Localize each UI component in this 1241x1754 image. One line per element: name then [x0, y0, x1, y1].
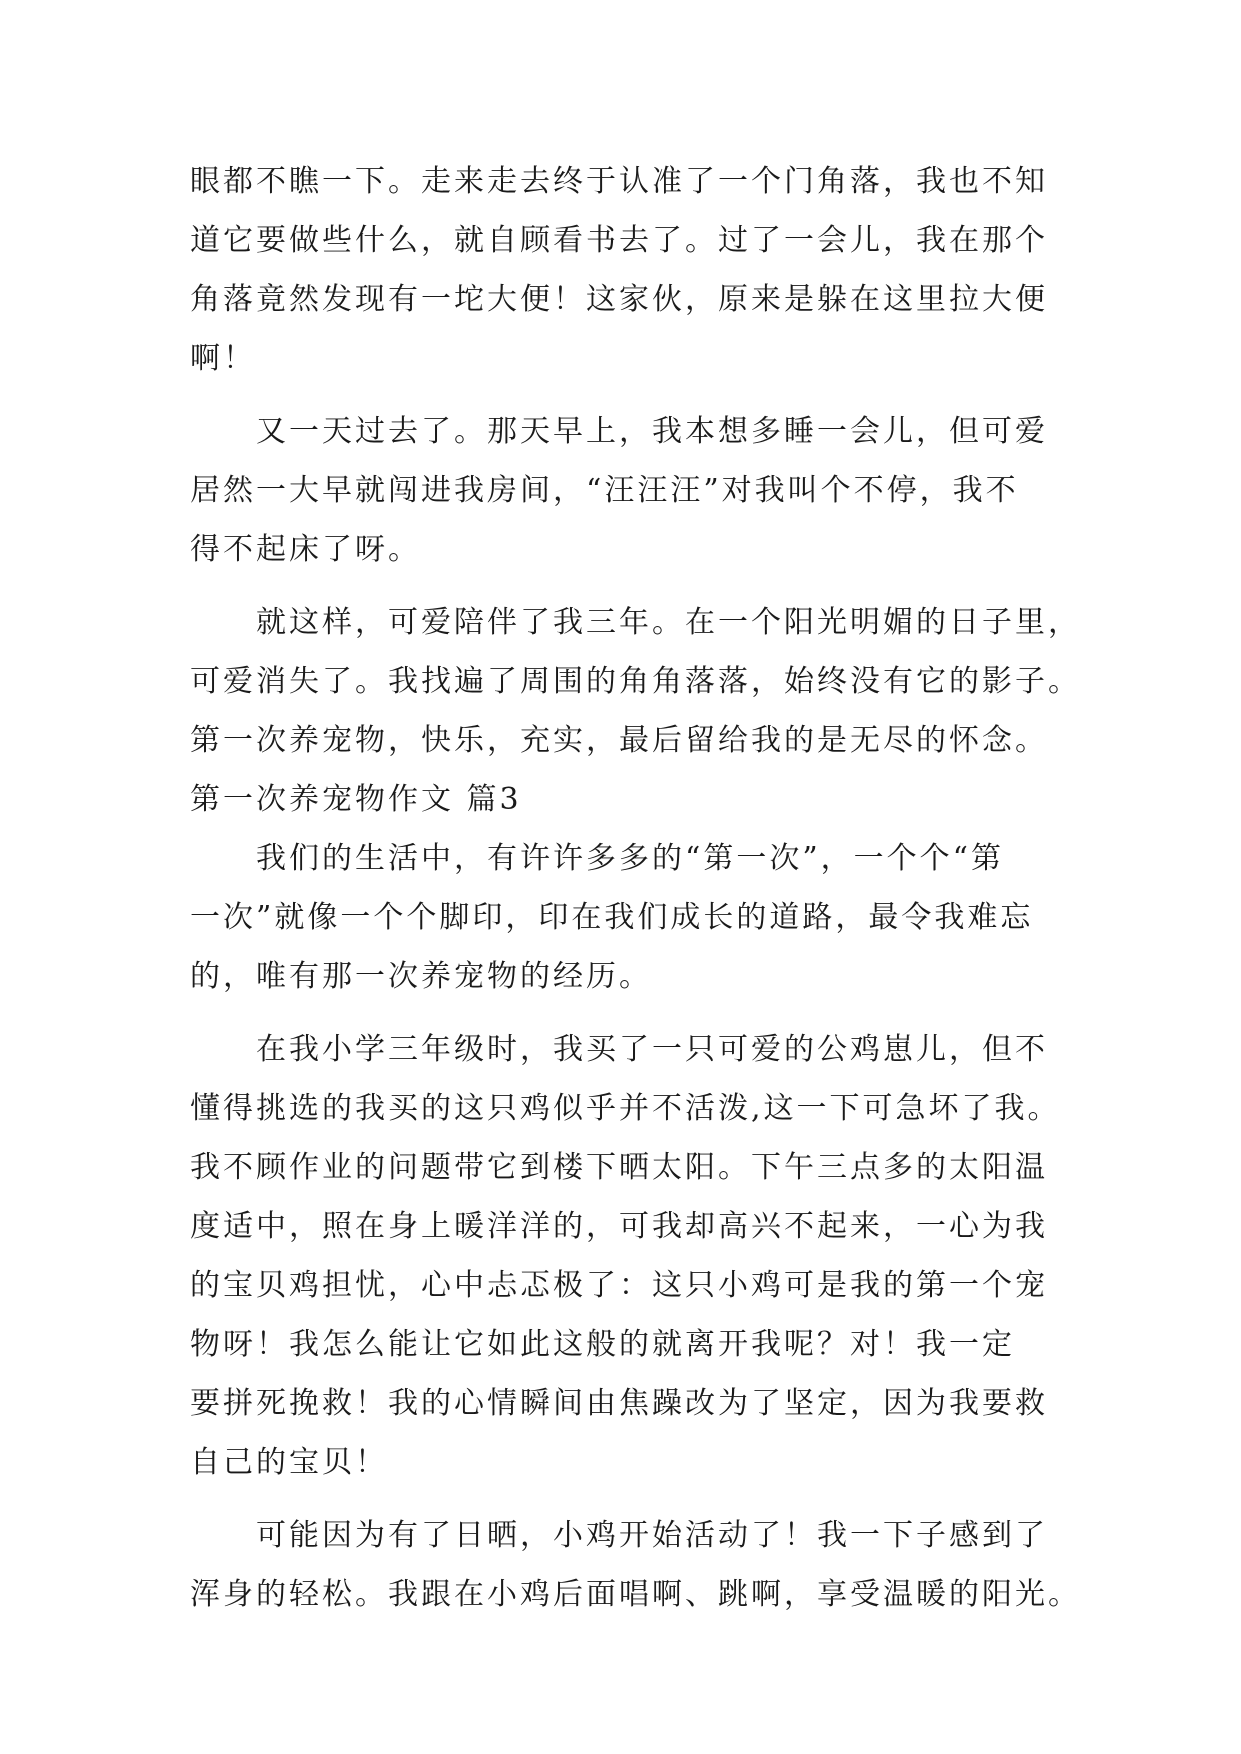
paragraph-gap	[190, 388, 1070, 402]
text-line: 的宝贝鸡担忧，心中忐忑极了：这只小鸡可是我的第一个宠	[190, 1268, 1048, 1303]
text-line: 角落竟然发现有一坨大便！这家伙，原来是躲在这里拉大便	[190, 282, 1048, 317]
text-line: 就这样，可爱陪伴了我三年。在一个阳光明媚的日子里，	[256, 605, 1081, 640]
text-line: 在我小学三年级时，我买了一只可爱的公鸡崽儿，但不	[256, 1032, 1048, 1067]
paragraph	[190, 1020, 1070, 1492]
text-line: 得不起床了呀。	[190, 532, 421, 567]
text-line: 要拼死挽救！我的心情瞬间由焦躁改为了坚定，因为我要救	[190, 1386, 1048, 1421]
text-line: 的，唯有那一次养宠物的经历。	[190, 959, 652, 994]
paragraph	[190, 152, 1070, 388]
paragraph-gap	[190, 1492, 1070, 1506]
text-line: 道它要做些什么，就自顾看书去了。过了一会儿，我在那个	[190, 223, 1048, 258]
section-heading: 第一次养宠物作文 篇3	[190, 782, 522, 817]
text-line: 可能因为有了日晒，小鸡开始活动了！我一下子感到了	[256, 1518, 1048, 1553]
paragraph-gap	[190, 1006, 1070, 1020]
text-line: 又一天过去了。那天早上，我本想多睡一会儿，但可爱	[256, 414, 1048, 449]
text-line: 物呀！我怎么能让它如此这般的就离开我呢？对！我一定	[190, 1327, 1015, 1362]
text-line: 居然一大早就闯进我房间，“汪汪汪”对我叫个不停，我不	[190, 473, 1019, 508]
paragraph	[190, 1506, 1081, 1624]
text-line: 度适中，照在身上暖洋洋的，可我却高兴不起来，一心为我	[190, 1209, 1048, 1244]
text-line: 一次”就像一个个脚印，印在我们成长的道路，最令我难忘	[190, 900, 1034, 935]
text-line: 啊！	[190, 341, 256, 376]
text-line: 眼都不瞧一下。走来走去终于认准了一个门角落，我也不知	[190, 164, 1048, 199]
text-line: 第一次养宠物，快乐，充实，最后留给我的是无尽的怀念。	[190, 723, 1048, 758]
paragraph	[190, 829, 1070, 1006]
text-line: 浑身的轻松。我跟在小鸡后面唱啊、跳啊，享受温暖的阳光。	[190, 1577, 1081, 1612]
document-body	[190, 152, 1081, 1624]
text-line: 懂得挑选的我买的这只鸡似乎并不活泼,这一下可急坏了我。	[190, 1091, 1061, 1126]
paragraph	[190, 402, 1070, 579]
text-line: 可爱消失了。我找遍了周围的角角落落，始终没有它的影子。	[190, 664, 1081, 699]
paragraph-gap	[190, 579, 1070, 593]
text-line: 自己的宝贝！	[190, 1445, 388, 1480]
text-line: 我不顾作业的问题带它到楼下晒太阳。下午三点多的太阳温	[190, 1150, 1048, 1185]
text-line: 我们的生活中，有许许多多的“第一次”，一个个“第	[256, 841, 1005, 876]
paragraph	[190, 593, 1081, 770]
